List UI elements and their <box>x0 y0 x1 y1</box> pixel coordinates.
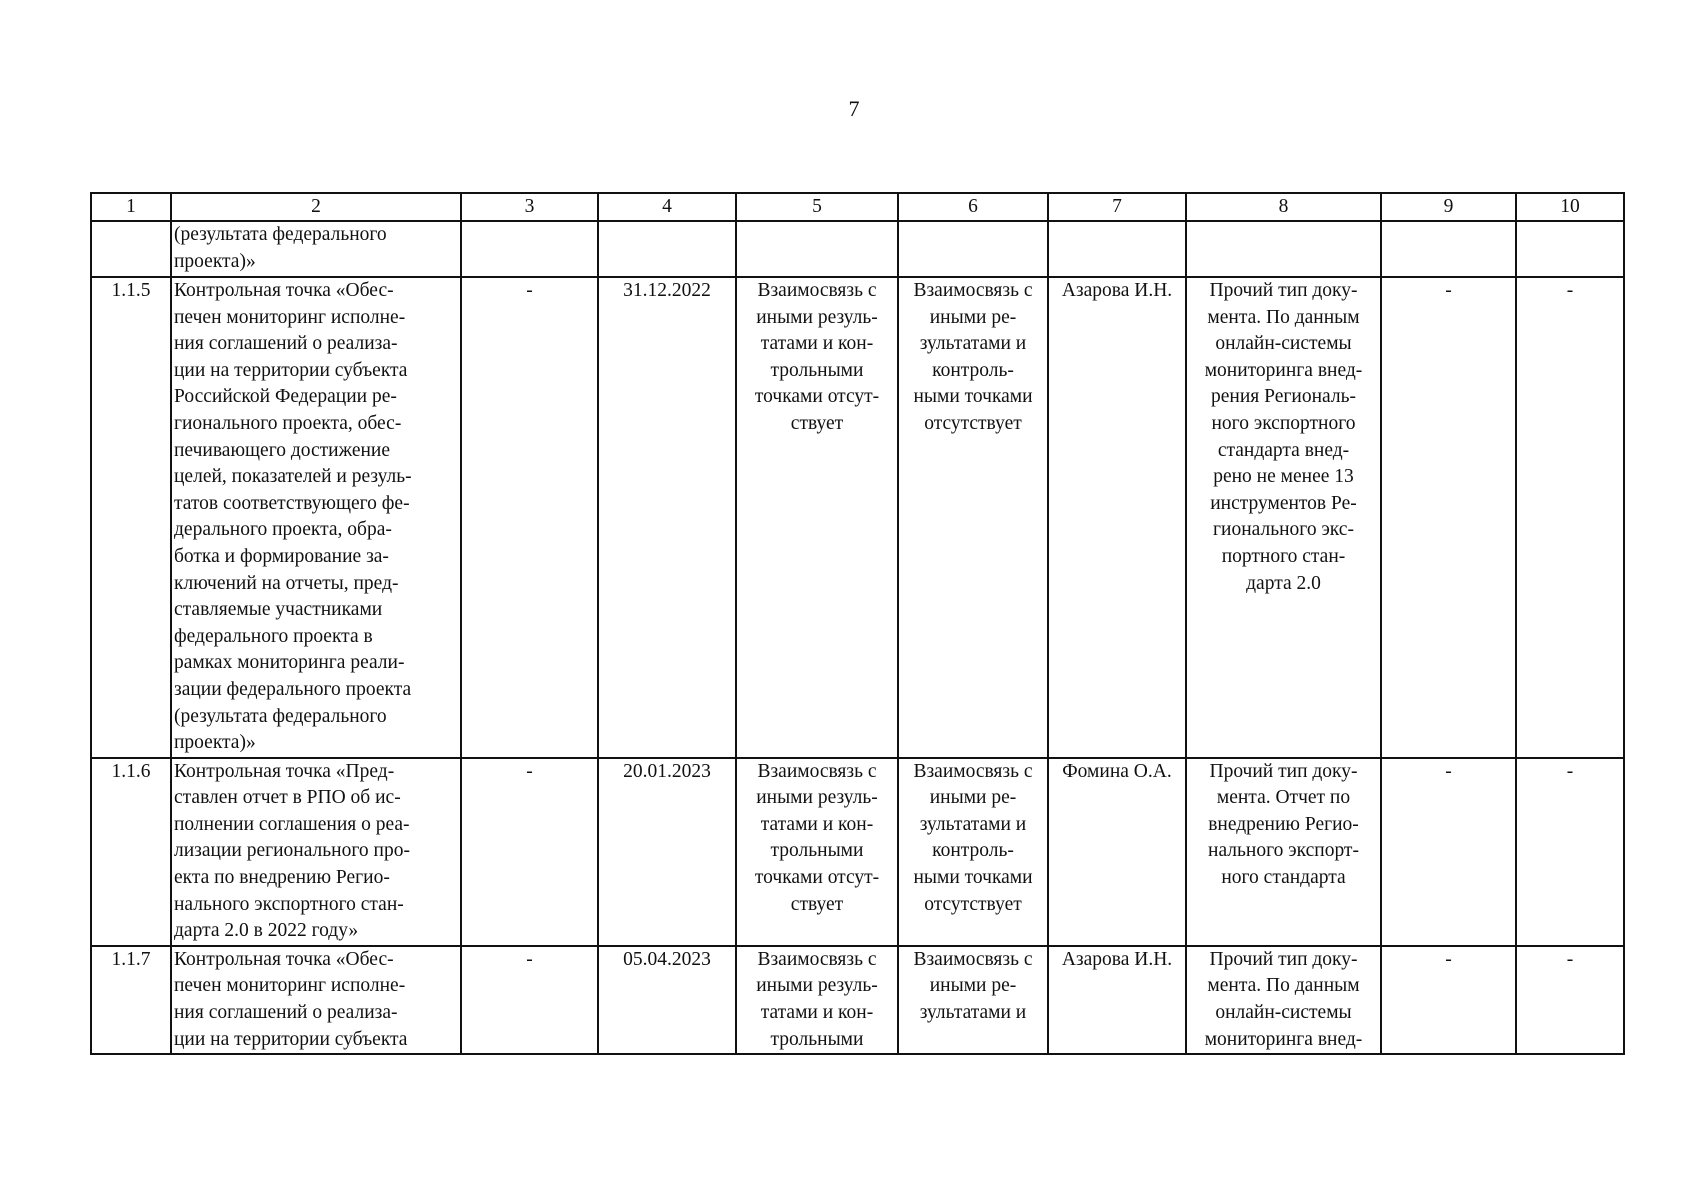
control-points-table <box>90 192 1625 1055</box>
table-row <box>91 277 1624 758</box>
row-col9: - <box>1381 277 1516 758</box>
row-description: Контрольная точка «Пред- ставлен отчет в РПО об ис- полнении соглашения о реа- лизации регионального про- екта по внедрению Регио- нального экспортного стан- дарта 2.0 в 2022 году» <box>171 758 461 946</box>
row-responsible: Фомина О.А. <box>1048 758 1186 946</box>
table-row <box>91 221 1624 277</box>
row-number <box>91 221 171 277</box>
row-col3: - <box>461 946 598 1054</box>
row-date <box>598 221 736 277</box>
row-col5: Взаимосвязь с иными резуль- татами и кон- трольными точками отсут- ствует <box>736 277 898 758</box>
column-header: 4 <box>598 193 736 221</box>
row-date: 20.01.2023 <box>598 758 736 946</box>
column-header: 5 <box>736 193 898 221</box>
row-col10: - <box>1516 946 1624 1054</box>
column-header: 7 <box>1048 193 1186 221</box>
row-col5: Взаимосвязь с иными резуль- татами и кон- трольными <box>736 946 898 1054</box>
row-number: 1.1.7 <box>91 946 171 1054</box>
row-description: Контрольная точка «Обес- печен мониторинг исполне- ния соглашений о реализа- ции на территории субъекта <box>171 946 461 1054</box>
row-col9: - <box>1381 758 1516 946</box>
page-number: 7 <box>848 96 860 121</box>
row-responsible: Азарова И.Н. <box>1048 277 1186 758</box>
column-header: 1 <box>91 193 171 221</box>
column-header: 8 <box>1186 193 1381 221</box>
row-col6: Взаимосвязь с иными ре- зультатами и <box>898 946 1048 1054</box>
row-col10: - <box>1516 758 1624 946</box>
row-col3 <box>461 221 598 277</box>
column-header: 6 <box>898 193 1048 221</box>
row-date: 05.04.2023 <box>598 946 736 1054</box>
row-col5 <box>736 221 898 277</box>
row-col9 <box>1381 221 1516 277</box>
table-header-row <box>91 193 1624 221</box>
row-col3: - <box>461 758 598 946</box>
column-header: 2 <box>171 193 461 221</box>
row-col6: Взаимосвязь с иными ре- зультатами и контроль- ными точками отсутствует <box>898 758 1048 946</box>
row-document: Прочий тип доку- мента. По данным онлайн-системы мониторинга внед- рения Региональ- ного экспортного стандарта внед- рено не менее 13 инструментов Ре- гионального экс- портного стан- дарта 2.0 <box>1186 277 1381 758</box>
row-number: 1.1.5 <box>91 277 171 758</box>
table-row <box>91 946 1624 1054</box>
row-date: 31.12.2022 <box>598 277 736 758</box>
table-row <box>91 758 1624 946</box>
row-number: 1.1.6 <box>91 758 171 946</box>
row-responsible <box>1048 221 1186 277</box>
row-document <box>1186 221 1381 277</box>
row-col6: Взаимосвязь с иными ре- зультатами и контроль- ными точками отсутствует <box>898 277 1048 758</box>
row-col10: - <box>1516 277 1624 758</box>
row-col5: Взаимосвязь с иными резуль- татами и кон- трольными точками отсут- ствует <box>736 758 898 946</box>
row-description: Контрольная точка «Обес- печен мониторинг исполне- ния соглашений о реализа- ции на территории субъекта Российской Федерации ре- гионального проекта, обес- печивающего достижение целей, показателей и резуль- татов соответствующего фе- дерального проекта, обра- ботка и формирование за- ключений на отчеты, пред- ставляемые участниками федерального проекта в рамках мониторинга реали- зации федерального проекта (результата федерального проекта)» <box>171 277 461 758</box>
row-document: Прочий тип доку- мента. По данным онлайн-системы мониторинга внед- <box>1186 946 1381 1054</box>
row-col10 <box>1516 221 1624 277</box>
row-col9: - <box>1381 946 1516 1054</box>
row-responsible: Азарова И.Н. <box>1048 946 1186 1054</box>
column-header: 3 <box>461 193 598 221</box>
row-col6 <box>898 221 1048 277</box>
column-header: 10 <box>1516 193 1624 221</box>
column-header: 9 <box>1381 193 1516 221</box>
row-description: (результата федерального проекта)» <box>171 221 461 277</box>
row-document: Прочий тип доку- мента. Отчет по внедрению Регио- нального экспорт- ного стандарта <box>1186 758 1381 946</box>
row-col3: - <box>461 277 598 758</box>
